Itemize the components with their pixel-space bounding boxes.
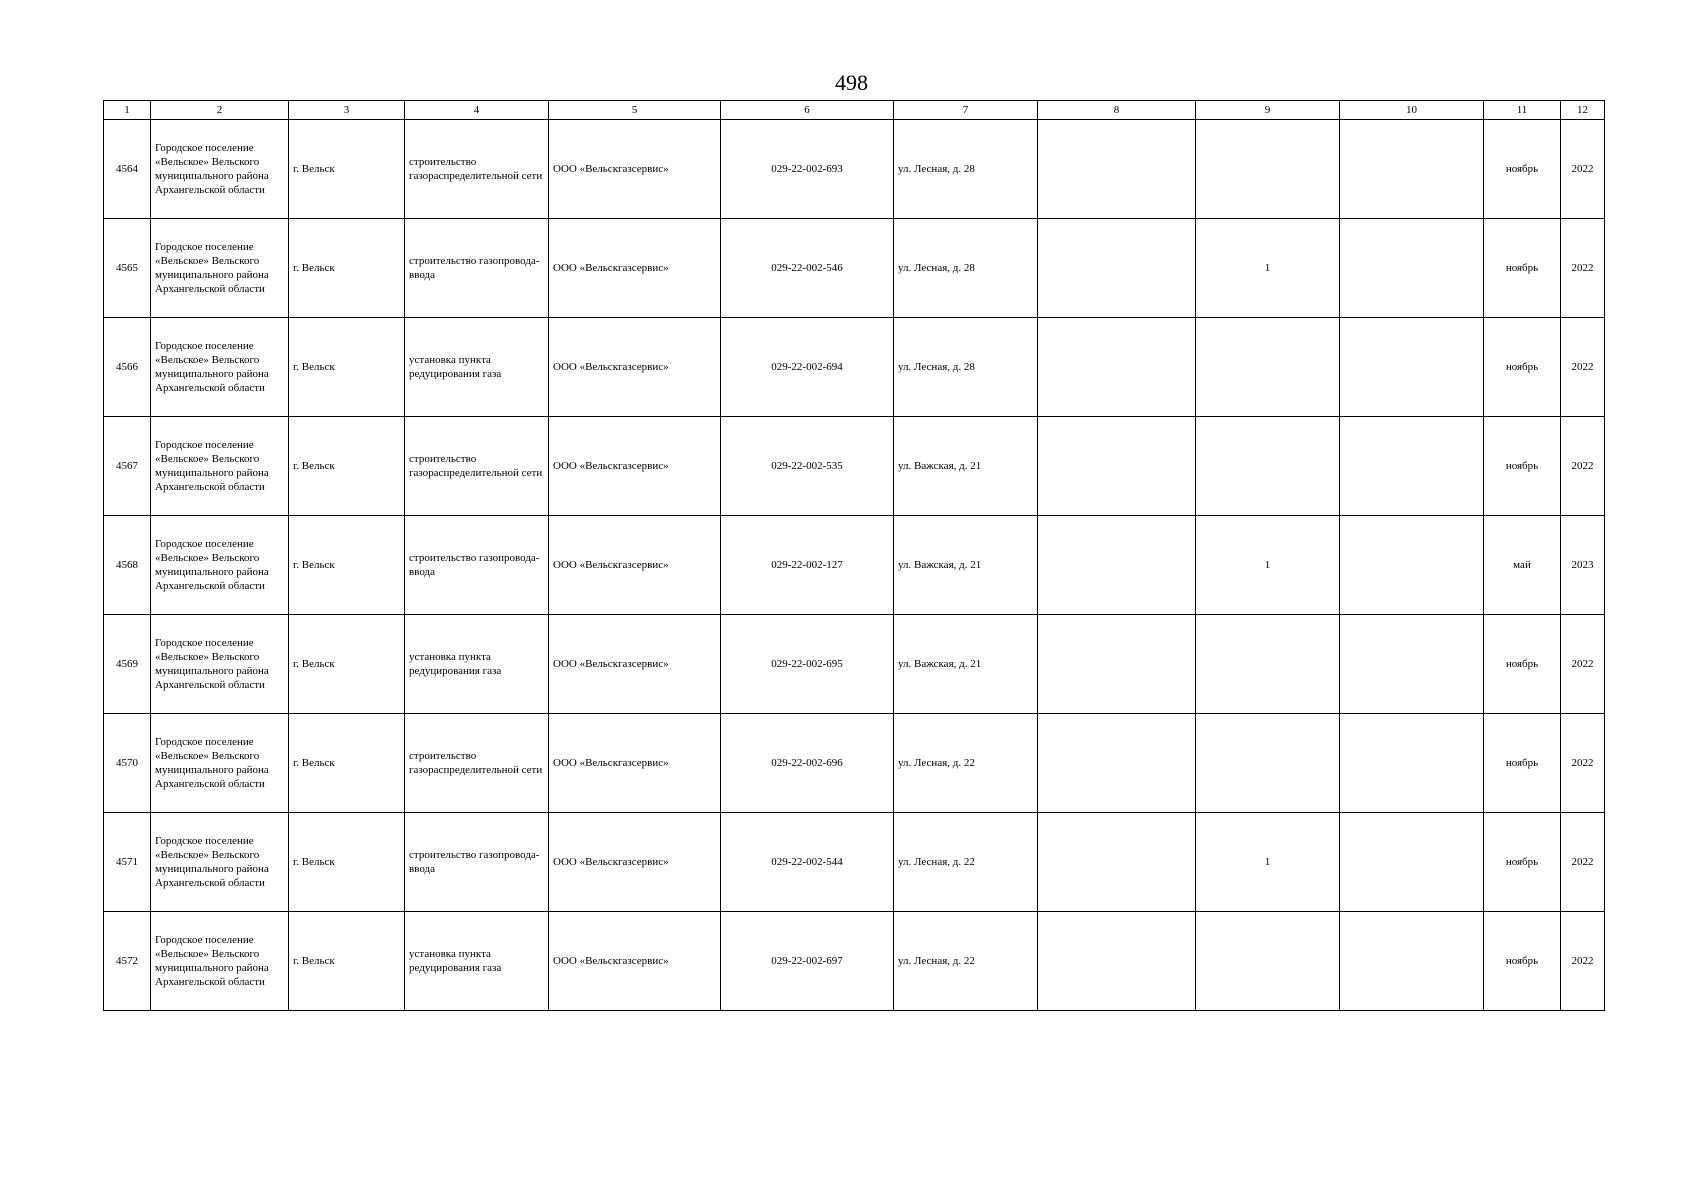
object-code-cell: 029-22-002-695 bbox=[721, 615, 894, 714]
column-8-cell bbox=[1038, 417, 1196, 516]
table-row bbox=[104, 417, 1605, 516]
locality-cell: г. Вельск bbox=[289, 417, 405, 516]
object-code-cell: 029-22-002-694 bbox=[721, 318, 894, 417]
object-code-cell: 029-22-002-127 bbox=[721, 516, 894, 615]
year-cell: 2022 bbox=[1561, 318, 1605, 417]
column-9-cell: 1 bbox=[1196, 219, 1340, 318]
header-cell-12: 12 bbox=[1561, 101, 1605, 120]
address-cell: ул. Лесная, д. 28 bbox=[894, 219, 1038, 318]
column-9-cell: 1 bbox=[1196, 516, 1340, 615]
organization-cell: ООО «Вельскгазсервис» bbox=[549, 120, 721, 219]
header-row bbox=[104, 101, 1605, 120]
row-number: 4566 bbox=[104, 318, 151, 417]
column-10-cell bbox=[1340, 219, 1484, 318]
table-row bbox=[104, 516, 1605, 615]
table-row bbox=[104, 714, 1605, 813]
table-row bbox=[104, 912, 1605, 1011]
work-type-cell: установка пункта редуцирования газа bbox=[405, 912, 549, 1011]
organization-cell: ООО «Вельскгазсервис» bbox=[549, 417, 721, 516]
month-cell: ноябрь bbox=[1484, 417, 1561, 516]
address-cell: ул. Важская, д. 21 bbox=[894, 516, 1038, 615]
column-8-cell bbox=[1038, 615, 1196, 714]
table-row bbox=[104, 318, 1605, 417]
header-cell-2: 2 bbox=[151, 101, 289, 120]
work-type-cell: установка пункта редуцирования газа bbox=[405, 615, 549, 714]
object-code-cell: 029-22-002-697 bbox=[721, 912, 894, 1011]
header-cell-7: 7 bbox=[894, 101, 1038, 120]
registry-table bbox=[103, 100, 1605, 1011]
header-cell-3: 3 bbox=[289, 101, 405, 120]
column-9-cell bbox=[1196, 417, 1340, 516]
table-row bbox=[104, 219, 1605, 318]
header-cell-11: 11 bbox=[1484, 101, 1561, 120]
month-cell: ноябрь bbox=[1484, 120, 1561, 219]
address-cell: ул. Важская, д. 21 bbox=[894, 615, 1038, 714]
table-header bbox=[104, 101, 1605, 120]
address-cell: ул. Лесная, д. 22 bbox=[894, 813, 1038, 912]
year-cell: 2022 bbox=[1561, 912, 1605, 1011]
year-cell: 2022 bbox=[1561, 120, 1605, 219]
month-cell: ноябрь bbox=[1484, 912, 1561, 1011]
table-row bbox=[104, 120, 1605, 219]
header-cell-6: 6 bbox=[721, 101, 894, 120]
locality-cell: г. Вельск bbox=[289, 714, 405, 813]
work-type-cell: строительство газопровода-ввода bbox=[405, 813, 549, 912]
municipality-cell: Городское поселение «Вельское» Вельского муниципального района Архангельской области bbox=[151, 219, 289, 318]
column-10-cell bbox=[1340, 318, 1484, 417]
work-type-cell: строительство газораспределительной сети bbox=[405, 714, 549, 813]
row-number: 4571 bbox=[104, 813, 151, 912]
object-code-cell: 029-22-002-693 bbox=[721, 120, 894, 219]
work-type-cell: установка пункта редуцирования газа bbox=[405, 318, 549, 417]
column-8-cell bbox=[1038, 219, 1196, 318]
column-10-cell bbox=[1340, 516, 1484, 615]
column-10-cell bbox=[1340, 813, 1484, 912]
object-code-cell: 029-22-002-696 bbox=[721, 714, 894, 813]
municipality-cell: Городское поселение «Вельское» Вельского муниципального района Архангельской области bbox=[151, 120, 289, 219]
year-cell: 2023 bbox=[1561, 516, 1605, 615]
row-number: 4565 bbox=[104, 219, 151, 318]
organization-cell: ООО «Вельскгазсервис» bbox=[549, 912, 721, 1011]
address-cell: ул. Лесная, д. 22 bbox=[894, 714, 1038, 813]
organization-cell: ООО «Вельскгазсервис» bbox=[549, 219, 721, 318]
column-8-cell bbox=[1038, 120, 1196, 219]
locality-cell: г. Вельск bbox=[289, 516, 405, 615]
object-code-cell: 029-22-002-546 bbox=[721, 219, 894, 318]
municipality-cell: Городское поселение «Вельское» Вельского муниципального района Архангельской области bbox=[151, 615, 289, 714]
column-9-cell bbox=[1196, 615, 1340, 714]
work-type-cell: строительство газораспределительной сети bbox=[405, 120, 549, 219]
month-cell: ноябрь bbox=[1484, 714, 1561, 813]
object-code-cell: 029-22-002-544 bbox=[721, 813, 894, 912]
header-cell-8: 8 bbox=[1038, 101, 1196, 120]
column-9-cell bbox=[1196, 120, 1340, 219]
address-cell: ул. Лесная, д. 28 bbox=[894, 120, 1038, 219]
column-10-cell bbox=[1340, 417, 1484, 516]
locality-cell: г. Вельск bbox=[289, 912, 405, 1011]
organization-cell: ООО «Вельскгазсервис» bbox=[549, 813, 721, 912]
locality-cell: г. Вельск bbox=[289, 318, 405, 417]
municipality-cell: Городское поселение «Вельское» Вельского муниципального района Архангельской области bbox=[151, 912, 289, 1011]
work-type-cell: строительство газораспределительной сети bbox=[405, 417, 549, 516]
page-number: 498 bbox=[835, 70, 868, 95]
year-cell: 2022 bbox=[1561, 813, 1605, 912]
header-cell-9: 9 bbox=[1196, 101, 1340, 120]
column-9-cell: 1 bbox=[1196, 813, 1340, 912]
column-9-cell bbox=[1196, 318, 1340, 417]
header-cell-4: 4 bbox=[405, 101, 549, 120]
year-cell: 2022 bbox=[1561, 219, 1605, 318]
municipality-cell: Городское поселение «Вельское» Вельского муниципального района Архангельской области bbox=[151, 417, 289, 516]
address-cell: ул. Важская, д. 21 bbox=[894, 417, 1038, 516]
column-9-cell bbox=[1196, 912, 1340, 1011]
organization-cell: ООО «Вельскгазсервис» bbox=[549, 516, 721, 615]
year-cell: 2022 bbox=[1561, 417, 1605, 516]
address-cell: ул. Лесная, д. 22 bbox=[894, 912, 1038, 1011]
column-10-cell bbox=[1340, 120, 1484, 219]
column-8-cell bbox=[1038, 912, 1196, 1011]
row-number: 4564 bbox=[104, 120, 151, 219]
month-cell: ноябрь bbox=[1484, 318, 1561, 417]
year-cell: 2022 bbox=[1561, 714, 1605, 813]
municipality-cell: Городское поселение «Вельское» Вельского муниципального района Архангельской области bbox=[151, 714, 289, 813]
header-cell-10: 10 bbox=[1340, 101, 1484, 120]
column-8-cell bbox=[1038, 318, 1196, 417]
row-number: 4568 bbox=[104, 516, 151, 615]
municipality-cell: Городское поселение «Вельское» Вельского муниципального района Архангельской области bbox=[151, 318, 289, 417]
table-row bbox=[104, 615, 1605, 714]
table-body bbox=[104, 120, 1605, 1011]
organization-cell: ООО «Вельскгазсервис» bbox=[549, 714, 721, 813]
month-cell: ноябрь bbox=[1484, 219, 1561, 318]
address-cell: ул. Лесная, д. 28 bbox=[894, 318, 1038, 417]
table-row bbox=[104, 813, 1605, 912]
column-10-cell bbox=[1340, 912, 1484, 1011]
row-number: 4572 bbox=[104, 912, 151, 1011]
municipality-cell: Городское поселение «Вельское» Вельского муниципального района Архангельской области bbox=[151, 813, 289, 912]
organization-cell: ООО «Вельскгазсервис» bbox=[549, 318, 721, 417]
locality-cell: г. Вельск bbox=[289, 615, 405, 714]
work-type-cell: строительство газопровода-ввода bbox=[405, 219, 549, 318]
locality-cell: г. Вельск bbox=[289, 813, 405, 912]
organization-cell: ООО «Вельскгазсервис» bbox=[549, 615, 721, 714]
month-cell: май bbox=[1484, 516, 1561, 615]
month-cell: ноябрь bbox=[1484, 813, 1561, 912]
row-number: 4569 bbox=[104, 615, 151, 714]
column-8-cell bbox=[1038, 516, 1196, 615]
column-8-cell bbox=[1038, 714, 1196, 813]
locality-cell: г. Вельск bbox=[289, 120, 405, 219]
object-code-cell: 029-22-002-535 bbox=[721, 417, 894, 516]
header-cell-1: 1 bbox=[104, 101, 151, 120]
locality-cell: г. Вельск bbox=[289, 219, 405, 318]
year-cell: 2022 bbox=[1561, 615, 1605, 714]
municipality-cell: Городское поселение «Вельское» Вельского муниципального района Архангельской области bbox=[151, 516, 289, 615]
column-8-cell bbox=[1038, 813, 1196, 912]
month-cell: ноябрь bbox=[1484, 615, 1561, 714]
column-9-cell bbox=[1196, 714, 1340, 813]
column-10-cell bbox=[1340, 615, 1484, 714]
column-10-cell bbox=[1340, 714, 1484, 813]
work-type-cell: строительство газопровода-ввода bbox=[405, 516, 549, 615]
row-number: 4567 bbox=[104, 417, 151, 516]
row-number: 4570 bbox=[104, 714, 151, 813]
header-cell-5: 5 bbox=[549, 101, 721, 120]
